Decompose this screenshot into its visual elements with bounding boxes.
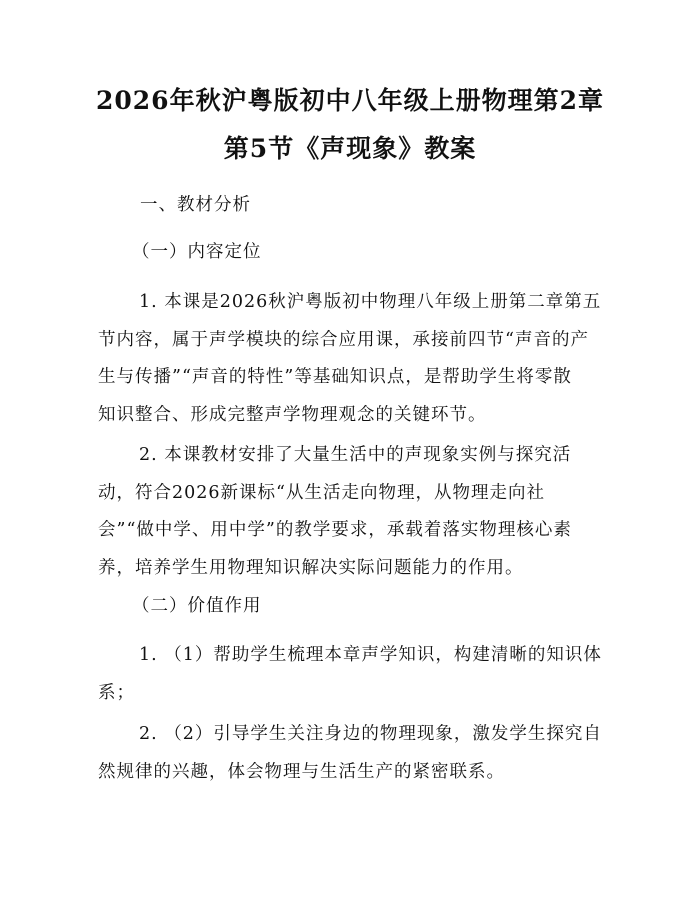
paragraph-line: 2. 本课教材安排了大量生活中的声现象实例与探究活: [139, 445, 572, 465]
paragraph-line: 节内容，属于声学模块的综合应用课，承接前四节“声音的产: [98, 329, 589, 350]
document-title-line-2: 第5节《声现象》教案: [223, 134, 477, 163]
section-heading-textbook-analysis: 一、教材分析: [140, 195, 251, 215]
subsection-heading-value-role: （二）价值作用: [132, 596, 262, 616]
paragraph-line: 1. （1）帮助学生梳理本章声学知识，构建清晰的知识体: [139, 645, 602, 665]
paragraph-line: 然规律的兴趣，体会物理与生活生产的紧密联系。: [98, 761, 505, 782]
subsection-heading-content-positioning: （一）内容定位: [132, 242, 262, 262]
paragraph-line: 养，培养学生用物理知识解决实际问题能力的作用。: [98, 557, 524, 578]
paragraph-line: 2. （2）引导学生关注身边的物理现象，激发学生探究自: [139, 724, 602, 744]
paragraph-line: 知识整合、形成完整声学物理观念的关键环节。: [98, 404, 487, 425]
paragraph-line: 1. 本课是2026秋沪粤版初中物理八年级上册第二章第五: [139, 292, 602, 312]
paragraph-3: [98, 643, 603, 718]
paragraph-line: 生与传播”“声音的特性”等基础知识点，是帮助学生将零散: [98, 367, 572, 387]
paragraph-2: [98, 443, 603, 593]
document-title-line-1: 2026年秋沪粤版初中八年级上册物理第2章: [96, 86, 604, 115]
paragraph-1: [98, 290, 603, 440]
paragraph-line: 动，符合2026新课标“从生活走向物理，从物理走向社: [98, 482, 545, 503]
paragraph-line: 系；: [98, 682, 135, 703]
paragraph-line: 会”“做中学、用中学”的教学要求，承载着落实物理核心素: [98, 520, 572, 540]
paragraph-4: [98, 722, 603, 797]
